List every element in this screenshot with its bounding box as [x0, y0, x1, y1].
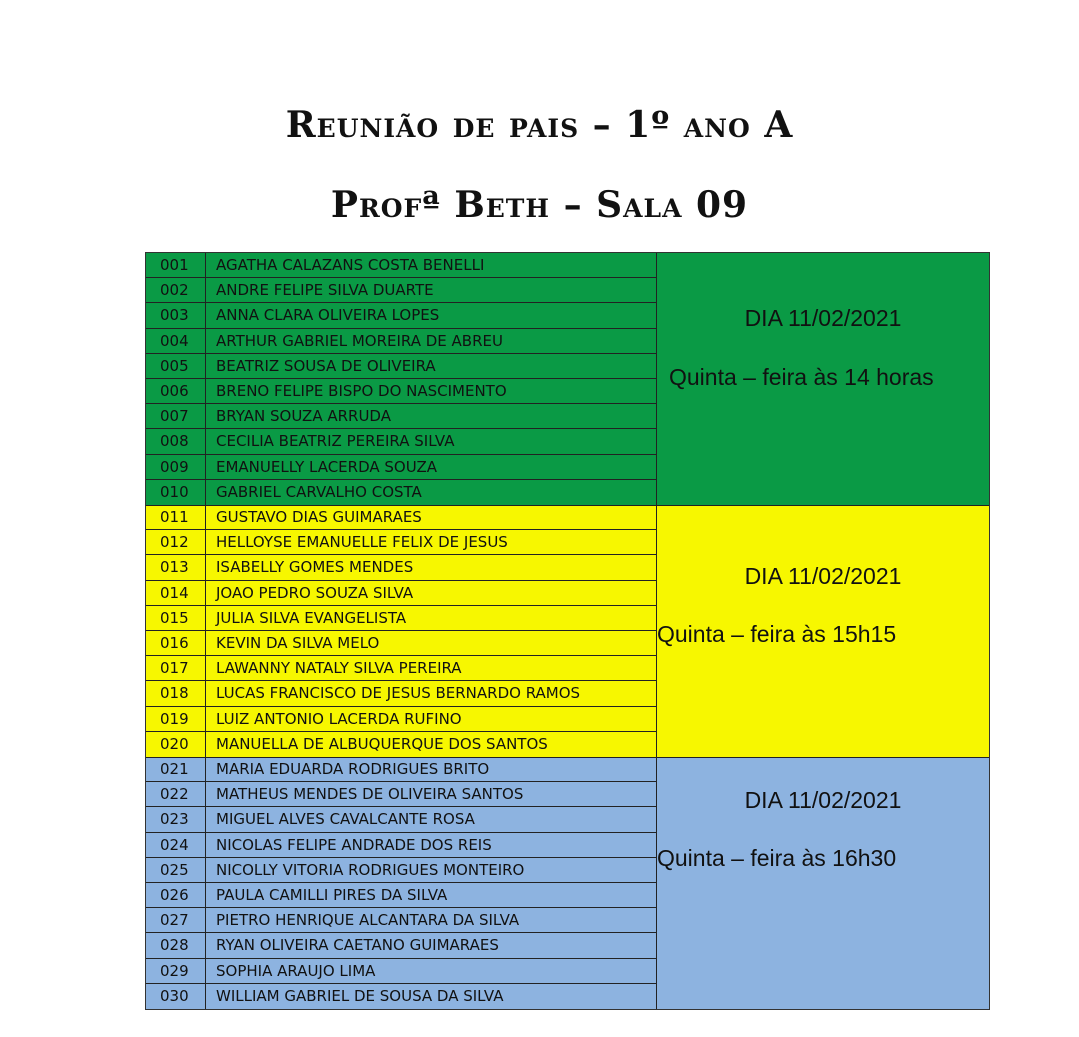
table-row	[146, 329, 657, 354]
student-name: MATHEUS MENDES DE OLIVEIRA SANTOS	[206, 782, 657, 806]
student-name: ISABELLY GOMES MENDES	[206, 555, 657, 579]
meeting-info	[657, 757, 989, 1009]
student-number: 024	[146, 833, 206, 857]
group-divider	[146, 757, 989, 758]
student-number: 011	[146, 505, 206, 529]
student-number: 013	[146, 555, 206, 579]
table-row	[146, 656, 657, 681]
table-row	[146, 253, 657, 278]
student-number: 030	[146, 984, 206, 1009]
student-name: NICOLLY VITORIA RODRIGUES MONTEIRO	[206, 858, 657, 882]
student-name: RYAN OLIVEIRA CAETANO GUIMARAES	[206, 933, 657, 957]
schedule-group	[146, 253, 989, 505]
table-row	[146, 833, 657, 858]
table-row	[146, 606, 657, 631]
table-row	[146, 807, 657, 832]
student-number: 018	[146, 681, 206, 705]
meeting-time: Quinta – feira às 14 horas	[669, 364, 934, 390]
table-row	[146, 732, 657, 757]
student-name: JOAO PEDRO SOUZA SILVA	[206, 581, 657, 605]
table-row	[146, 354, 657, 379]
student-number: 019	[146, 707, 206, 731]
meeting-date: DIA 11/02/2021	[744, 787, 902, 813]
student-name: EMANUELLY LACERDA SOUZA	[206, 455, 657, 479]
table-row	[146, 505, 657, 530]
student-number: 026	[146, 883, 206, 907]
student-name: JULIA SILVA EVANGELISTA	[206, 606, 657, 630]
student-number: 006	[146, 379, 206, 403]
table-row	[146, 984, 657, 1009]
student-number: 004	[146, 329, 206, 353]
student-number: 007	[146, 404, 206, 428]
table-row	[146, 480, 657, 505]
student-name: MANUELLA DE ALBUQUERQUE DOS SANTOS	[206, 732, 657, 757]
table-row	[146, 530, 657, 555]
student-number: 025	[146, 858, 206, 882]
table-row	[146, 858, 657, 883]
student-name: PAULA CAMILLI PIRES DA SILVA	[206, 883, 657, 907]
page-title: Reunião de pais – 1º ano A	[285, 104, 794, 146]
student-number: 029	[146, 959, 206, 983]
meeting-time: Quinta – feira às 15h15	[657, 621, 897, 647]
student-name: ANNA CLARA OLIVEIRA LOPES	[206, 303, 657, 327]
table-row	[146, 959, 657, 984]
student-number: 002	[146, 278, 206, 302]
student-number: 027	[146, 908, 206, 932]
table-row	[146, 908, 657, 933]
table-row	[146, 883, 657, 908]
student-name: SOPHIA ARAUJO LIMA	[206, 959, 657, 983]
page-subtitle: Profª Beth – Sala 09	[330, 184, 749, 226]
table-row	[146, 429, 657, 454]
student-number: 001	[146, 253, 206, 277]
student-name: HELLOYSE EMANUELLE FELIX DE JESUS	[206, 530, 657, 554]
student-name: GUSTAVO DIAS GUIMARAES	[206, 505, 657, 529]
student-number: 023	[146, 807, 206, 831]
student-name: LUIZ ANTONIO LACERDA RUFINO	[206, 707, 657, 731]
student-name: BEATRIZ SOUSA DE OLIVEIRA	[206, 354, 657, 378]
student-name: ANDRE FELIPE SILVA DUARTE	[206, 278, 657, 302]
student-number: 008	[146, 429, 206, 453]
table-row	[146, 404, 657, 429]
student-name: CECILIA BEATRIZ PEREIRA SILVA	[206, 429, 657, 453]
student-list	[146, 757, 657, 1009]
student-number: 015	[146, 606, 206, 630]
schedule-group	[146, 505, 989, 757]
table-row	[146, 555, 657, 580]
student-list	[146, 253, 657, 505]
table-row	[146, 631, 657, 656]
student-number: 003	[146, 303, 206, 327]
student-name: BRENO FELIPE BISPO DO NASCIMENTO	[206, 379, 657, 403]
table-row	[146, 581, 657, 606]
student-number: 010	[146, 480, 206, 505]
student-name: BRYAN SOUZA ARRUDA	[206, 404, 657, 428]
group-divider	[146, 505, 989, 506]
meeting-date: DIA 11/02/2021	[744, 563, 902, 589]
meeting-date: DIA 11/02/2021	[744, 305, 902, 331]
table-row	[146, 707, 657, 732]
student-name: ARTHUR GABRIEL MOREIRA DE ABREU	[206, 329, 657, 353]
student-number: 017	[146, 656, 206, 680]
student-name: MIGUEL ALVES CAVALCANTE ROSA	[206, 807, 657, 831]
student-number: 028	[146, 933, 206, 957]
table-row	[146, 379, 657, 404]
table-row	[146, 757, 657, 782]
meeting-info	[657, 505, 989, 757]
student-name: LAWANNY NATALY SILVA PEREIRA	[206, 656, 657, 680]
student-name: PIETRO HENRIQUE ALCANTARA DA SILVA	[206, 908, 657, 932]
student-name: LUCAS FRANCISCO DE JESUS BERNARDO RAMOS	[206, 681, 657, 705]
table-row	[146, 278, 657, 303]
student-number: 014	[146, 581, 206, 605]
student-name: NICOLAS FELIPE ANDRADE DOS REIS	[206, 833, 657, 857]
student-name: GABRIEL CARVALHO COSTA	[206, 480, 657, 505]
table-row	[146, 681, 657, 706]
table-row	[146, 782, 657, 807]
student-number: 009	[146, 455, 206, 479]
student-number: 020	[146, 732, 206, 757]
table-row	[146, 303, 657, 328]
student-name: WILLIAM GABRIEL DE SOUSA DA SILVA	[206, 984, 657, 1009]
student-name: AGATHA CALAZANS COSTA BENELLI	[206, 253, 657, 277]
table-row	[146, 455, 657, 480]
table-row	[146, 933, 657, 958]
student-number: 005	[146, 354, 206, 378]
meeting-info	[657, 253, 989, 505]
student-name: KEVIN DA SILVA MELO	[206, 631, 657, 655]
student-number: 016	[146, 631, 206, 655]
student-number: 021	[146, 757, 206, 781]
student-name: MARIA EDUARDA RODRIGUES BRITO	[206, 757, 657, 781]
student-list	[146, 505, 657, 757]
schedule-group	[146, 757, 989, 1009]
student-number: 022	[146, 782, 206, 806]
meeting-schedule-table	[145, 252, 990, 1010]
meeting-time: Quinta – feira às 16h30	[657, 845, 897, 871]
student-number: 012	[146, 530, 206, 554]
